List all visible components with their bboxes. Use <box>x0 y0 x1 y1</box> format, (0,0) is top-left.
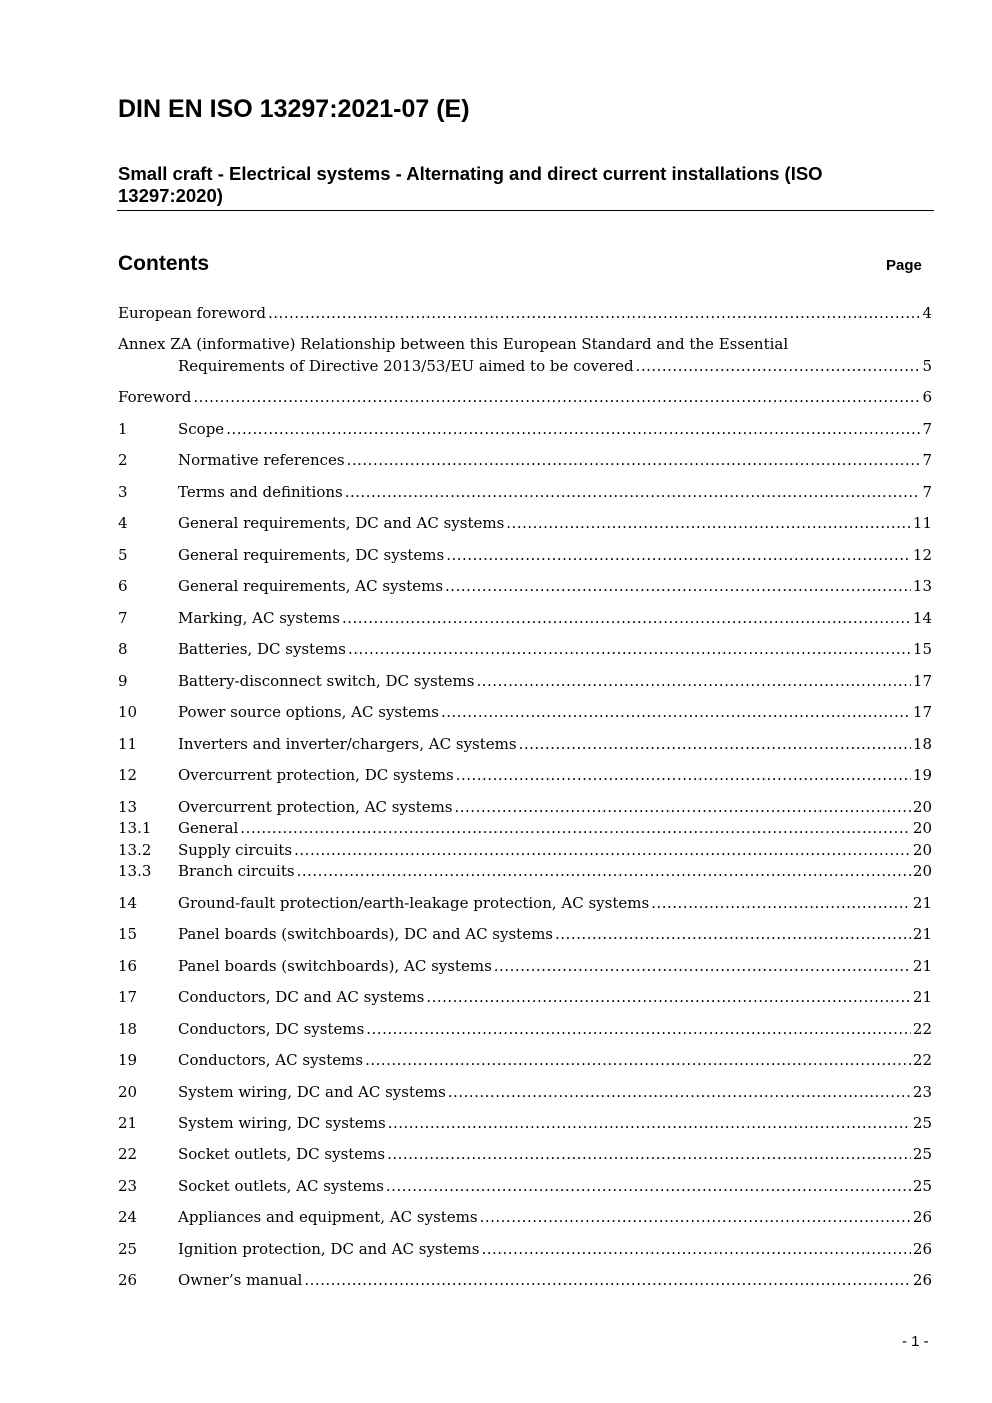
toc-entry-title: Terms and definitions <box>178 483 343 501</box>
toc-entry-page: 23 <box>912 1083 932 1101</box>
toc-entry-number: 19 <box>118 1051 138 1069</box>
toc-dot-leader <box>294 839 911 861</box>
toc-dot-leader <box>297 860 911 882</box>
toc-dot-leader <box>494 955 911 977</box>
toc-entry[interactable] <box>118 1269 932 1291</box>
toc-dot-leader <box>506 512 911 534</box>
toc-entry[interactable] <box>118 575 932 597</box>
toc-entry-number: 25 <box>118 1240 138 1258</box>
toc-dot-leader <box>445 575 911 597</box>
toc-entry-page: 21 <box>912 957 932 975</box>
toc-entry-page: 22 <box>912 1020 932 1038</box>
toc-entry-page: 17 <box>912 672 932 690</box>
toc-dot-leader <box>636 355 921 377</box>
toc-entry-title: Conductors, AC systems <box>178 1051 364 1069</box>
toc-entry-title: Conductors, DC systems <box>178 1020 365 1038</box>
toc-entry-title: Battery-disconnect switch, DC systems <box>178 672 475 690</box>
toc-dot-leader <box>519 733 911 755</box>
toc-entry-page: 20 <box>912 819 932 837</box>
toc-entry-page: 13 <box>912 577 932 595</box>
toc-dot-leader <box>193 386 920 408</box>
toc-entry[interactable] <box>118 512 932 534</box>
toc-dot-leader <box>387 1143 911 1165</box>
toc-entry[interactable] <box>118 860 932 882</box>
toc-entry-number: 13.2 <box>118 841 152 859</box>
toc-entry-number: 16 <box>118 957 138 975</box>
toc-dot-leader <box>347 449 921 471</box>
toc-entry-page: 17 <box>912 703 932 721</box>
toc-entry-page: 21 <box>912 925 932 943</box>
toc-entry-number: 6 <box>118 577 128 595</box>
document-subtitle: Small craft - Electrical systems - Alternating and direct current installations (ISO 13297:2020) <box>118 163 823 206</box>
toc-entry[interactable] <box>118 1112 932 1134</box>
toc-entry-page: 4 <box>922 304 932 322</box>
toc-entry[interactable] <box>118 335 932 377</box>
toc-entry[interactable] <box>118 481 932 503</box>
toc-dot-leader <box>226 418 920 440</box>
toc-entry-page: 19 <box>912 766 932 784</box>
toc-entry-page: 7 <box>922 420 932 438</box>
contents-heading: Contents <box>118 252 209 275</box>
toc-entry-title: Supply circuits <box>178 841 293 859</box>
toc-entry-title: Overcurrent protection, DC systems <box>178 766 454 784</box>
toc-dot-leader <box>651 892 911 914</box>
toc-dot-leader <box>476 670 910 692</box>
toc-entry[interactable] <box>118 986 932 1008</box>
toc-entry-number: 12 <box>118 766 138 784</box>
toc-entry[interactable] <box>118 302 932 324</box>
toc-entry-title: General requirements, DC systems <box>178 546 445 564</box>
toc-entry-page: 26 <box>912 1208 932 1226</box>
toc-dot-leader <box>426 986 911 1008</box>
toc-dot-leader <box>342 607 911 629</box>
toc-entry-number: 11 <box>118 735 138 753</box>
toc-entry-title: Conductors, DC and AC systems <box>178 988 425 1006</box>
toc-entry-number: 3 <box>118 483 128 501</box>
toc-entry-page: 25 <box>912 1114 932 1132</box>
page-column-label: Page <box>886 257 922 274</box>
toc-entry[interactable] <box>118 839 932 861</box>
toc-entry-number: 20 <box>118 1083 138 1101</box>
toc-entry-page: 25 <box>912 1177 932 1195</box>
toc-entry-title: Marking, AC systems <box>178 609 340 627</box>
toc-entry-number: 1 <box>118 420 128 438</box>
toc-entry-title: Panel boards (switchboards), AC systems <box>178 957 492 975</box>
toc-entry-number: 23 <box>118 1177 138 1195</box>
table-of-contents <box>118 0 932 1403</box>
toc-dot-leader <box>348 638 911 660</box>
toc-dot-leader <box>441 701 911 723</box>
toc-entry-title: General <box>178 819 239 837</box>
toc-entry[interactable] <box>118 670 932 692</box>
toc-dot-leader <box>365 1049 911 1071</box>
toc-entry-title: Requirements of Directive 2013/53/EU aimed to be covered <box>178 357 634 375</box>
toc-entry-number: 13 <box>118 798 138 816</box>
toc-entry-title: Foreword <box>118 388 192 406</box>
toc-entry-title: Batteries, DC systems <box>178 640 346 658</box>
toc-entry[interactable] <box>118 638 932 660</box>
toc-entry[interactable] <box>118 923 932 945</box>
toc-entry-number: 9 <box>118 672 128 690</box>
toc-entry-page: 14 <box>912 609 932 627</box>
toc-entry[interactable] <box>118 544 932 566</box>
toc-entry-title: Branch circuits <box>178 862 295 880</box>
toc-entry[interactable] <box>118 607 932 629</box>
toc-dot-leader <box>448 1081 911 1103</box>
toc-dot-leader <box>481 1238 910 1260</box>
toc-entry[interactable] <box>118 1018 932 1040</box>
toc-dot-leader <box>304 1269 911 1291</box>
toc-entry-title: General requirements, DC and AC systems <box>178 514 505 532</box>
toc-entry-page: 6 <box>922 388 932 406</box>
toc-entry-page: 11 <box>912 514 932 532</box>
toc-entry-page: 21 <box>912 988 932 1006</box>
toc-entry[interactable] <box>118 449 932 471</box>
toc-entry-title: Normative references <box>178 451 345 469</box>
toc-entry-page: 15 <box>912 640 932 658</box>
toc-entry-number: 4 <box>118 514 128 532</box>
toc-entry-number: 13.1 <box>118 819 152 837</box>
toc-entry-title: Socket outlets, DC systems <box>178 1145 386 1163</box>
toc-entry-title: Ground-fault protection/earth-leakage protection, AC systems <box>178 894 650 912</box>
toc-entry-page: 21 <box>912 894 932 912</box>
toc-entry-number: 24 <box>118 1208 138 1226</box>
toc-dot-leader <box>268 302 921 324</box>
toc-entry-number: 13.3 <box>118 862 152 880</box>
toc-entry[interactable] <box>118 764 932 786</box>
toc-entry-title: European foreword <box>118 304 266 322</box>
toc-entry-number: 8 <box>118 640 128 658</box>
toc-entry[interactable] <box>118 418 932 440</box>
toc-dot-leader <box>388 1112 911 1134</box>
toc-dot-leader <box>366 1018 911 1040</box>
toc-entry-page: 20 <box>912 798 932 816</box>
toc-entry-number: 5 <box>118 546 128 564</box>
toc-dot-leader <box>240 817 911 839</box>
toc-entry-title: Panel boards (switchboards), DC and AC systems <box>178 925 554 943</box>
toc-entry-page: 26 <box>912 1240 932 1258</box>
toc-entry-title: System wiring, DC and AC systems <box>178 1083 446 1101</box>
toc-entry-page: 22 <box>912 1051 932 1069</box>
footer-page-number: - 1 - <box>902 1333 929 1350</box>
toc-entry[interactable] <box>118 1175 932 1197</box>
toc-entry[interactable] <box>118 1143 932 1165</box>
toc-entry[interactable] <box>118 1049 932 1071</box>
toc-entry[interactable] <box>118 1238 932 1260</box>
toc-entry-page: 26 <box>912 1271 932 1289</box>
toc-entry-number: 26 <box>118 1271 138 1289</box>
toc-dot-leader <box>456 764 911 786</box>
document-title: DIN EN ISO 13297:2021-07 (E) <box>118 95 470 123</box>
toc-entry-title-line1: Annex ZA (informative) Relationship between this European Standard and the Essential <box>118 335 789 353</box>
toc-entry-title: Appliances and equipment, AC systems <box>178 1208 478 1226</box>
toc-entry[interactable] <box>118 817 932 839</box>
toc-entry-page: 12 <box>912 546 932 564</box>
toc-entry-page: 7 <box>922 483 932 501</box>
toc-entry-page: 18 <box>912 735 932 753</box>
toc-entry-title: Socket outlets, AC systems <box>178 1177 384 1195</box>
toc-entry-number: 2 <box>118 451 128 469</box>
toc-entry-page: 20 <box>912 841 932 859</box>
toc-entry-number: 18 <box>118 1020 138 1038</box>
toc-entry[interactable] <box>118 701 932 723</box>
toc-entry-number: 7 <box>118 609 128 627</box>
toc-entry-page: 5 <box>922 357 932 375</box>
toc-dot-leader <box>345 481 921 503</box>
toc-entry-title: Power source options, AC systems <box>178 703 439 721</box>
toc-entry-page: 25 <box>912 1145 932 1163</box>
toc-dot-leader <box>480 1206 911 1228</box>
toc-entry-page: 20 <box>912 862 932 880</box>
toc-entry[interactable] <box>118 386 932 408</box>
toc-entry-title: Inverters and inverter/chargers, AC systems <box>178 735 517 753</box>
toc-dot-leader <box>446 544 911 566</box>
toc-dot-leader <box>555 923 911 945</box>
toc-entry[interactable] <box>118 733 932 755</box>
toc-entry-title: System wiring, DC systems <box>178 1114 386 1132</box>
toc-dot-leader <box>455 796 911 818</box>
toc-entry-number: 15 <box>118 925 138 943</box>
toc-entry[interactable] <box>118 892 932 914</box>
toc-entry[interactable] <box>118 955 932 977</box>
toc-entry[interactable] <box>118 1081 932 1103</box>
toc-entry-title: Ignition protection, DC and AC systems <box>178 1240 480 1258</box>
toc-entry-number: 22 <box>118 1145 138 1163</box>
toc-entry[interactable] <box>118 1206 932 1228</box>
toc-dot-leader <box>386 1175 911 1197</box>
toc-entry-title: Owner’s manual <box>178 1271 303 1289</box>
toc-entry[interactable] <box>118 796 932 818</box>
toc-entry-number: 21 <box>118 1114 138 1132</box>
toc-entry-page: 7 <box>922 451 932 469</box>
toc-entry-title: Scope <box>178 420 225 438</box>
toc-entry-title: General requirements, AC systems <box>178 577 444 595</box>
toc-entry-number: 10 <box>118 703 138 721</box>
toc-entry-number: 17 <box>118 988 138 1006</box>
toc-entry-number: 14 <box>118 894 138 912</box>
toc-entry-title: Overcurrent protection, AC systems <box>178 798 453 816</box>
